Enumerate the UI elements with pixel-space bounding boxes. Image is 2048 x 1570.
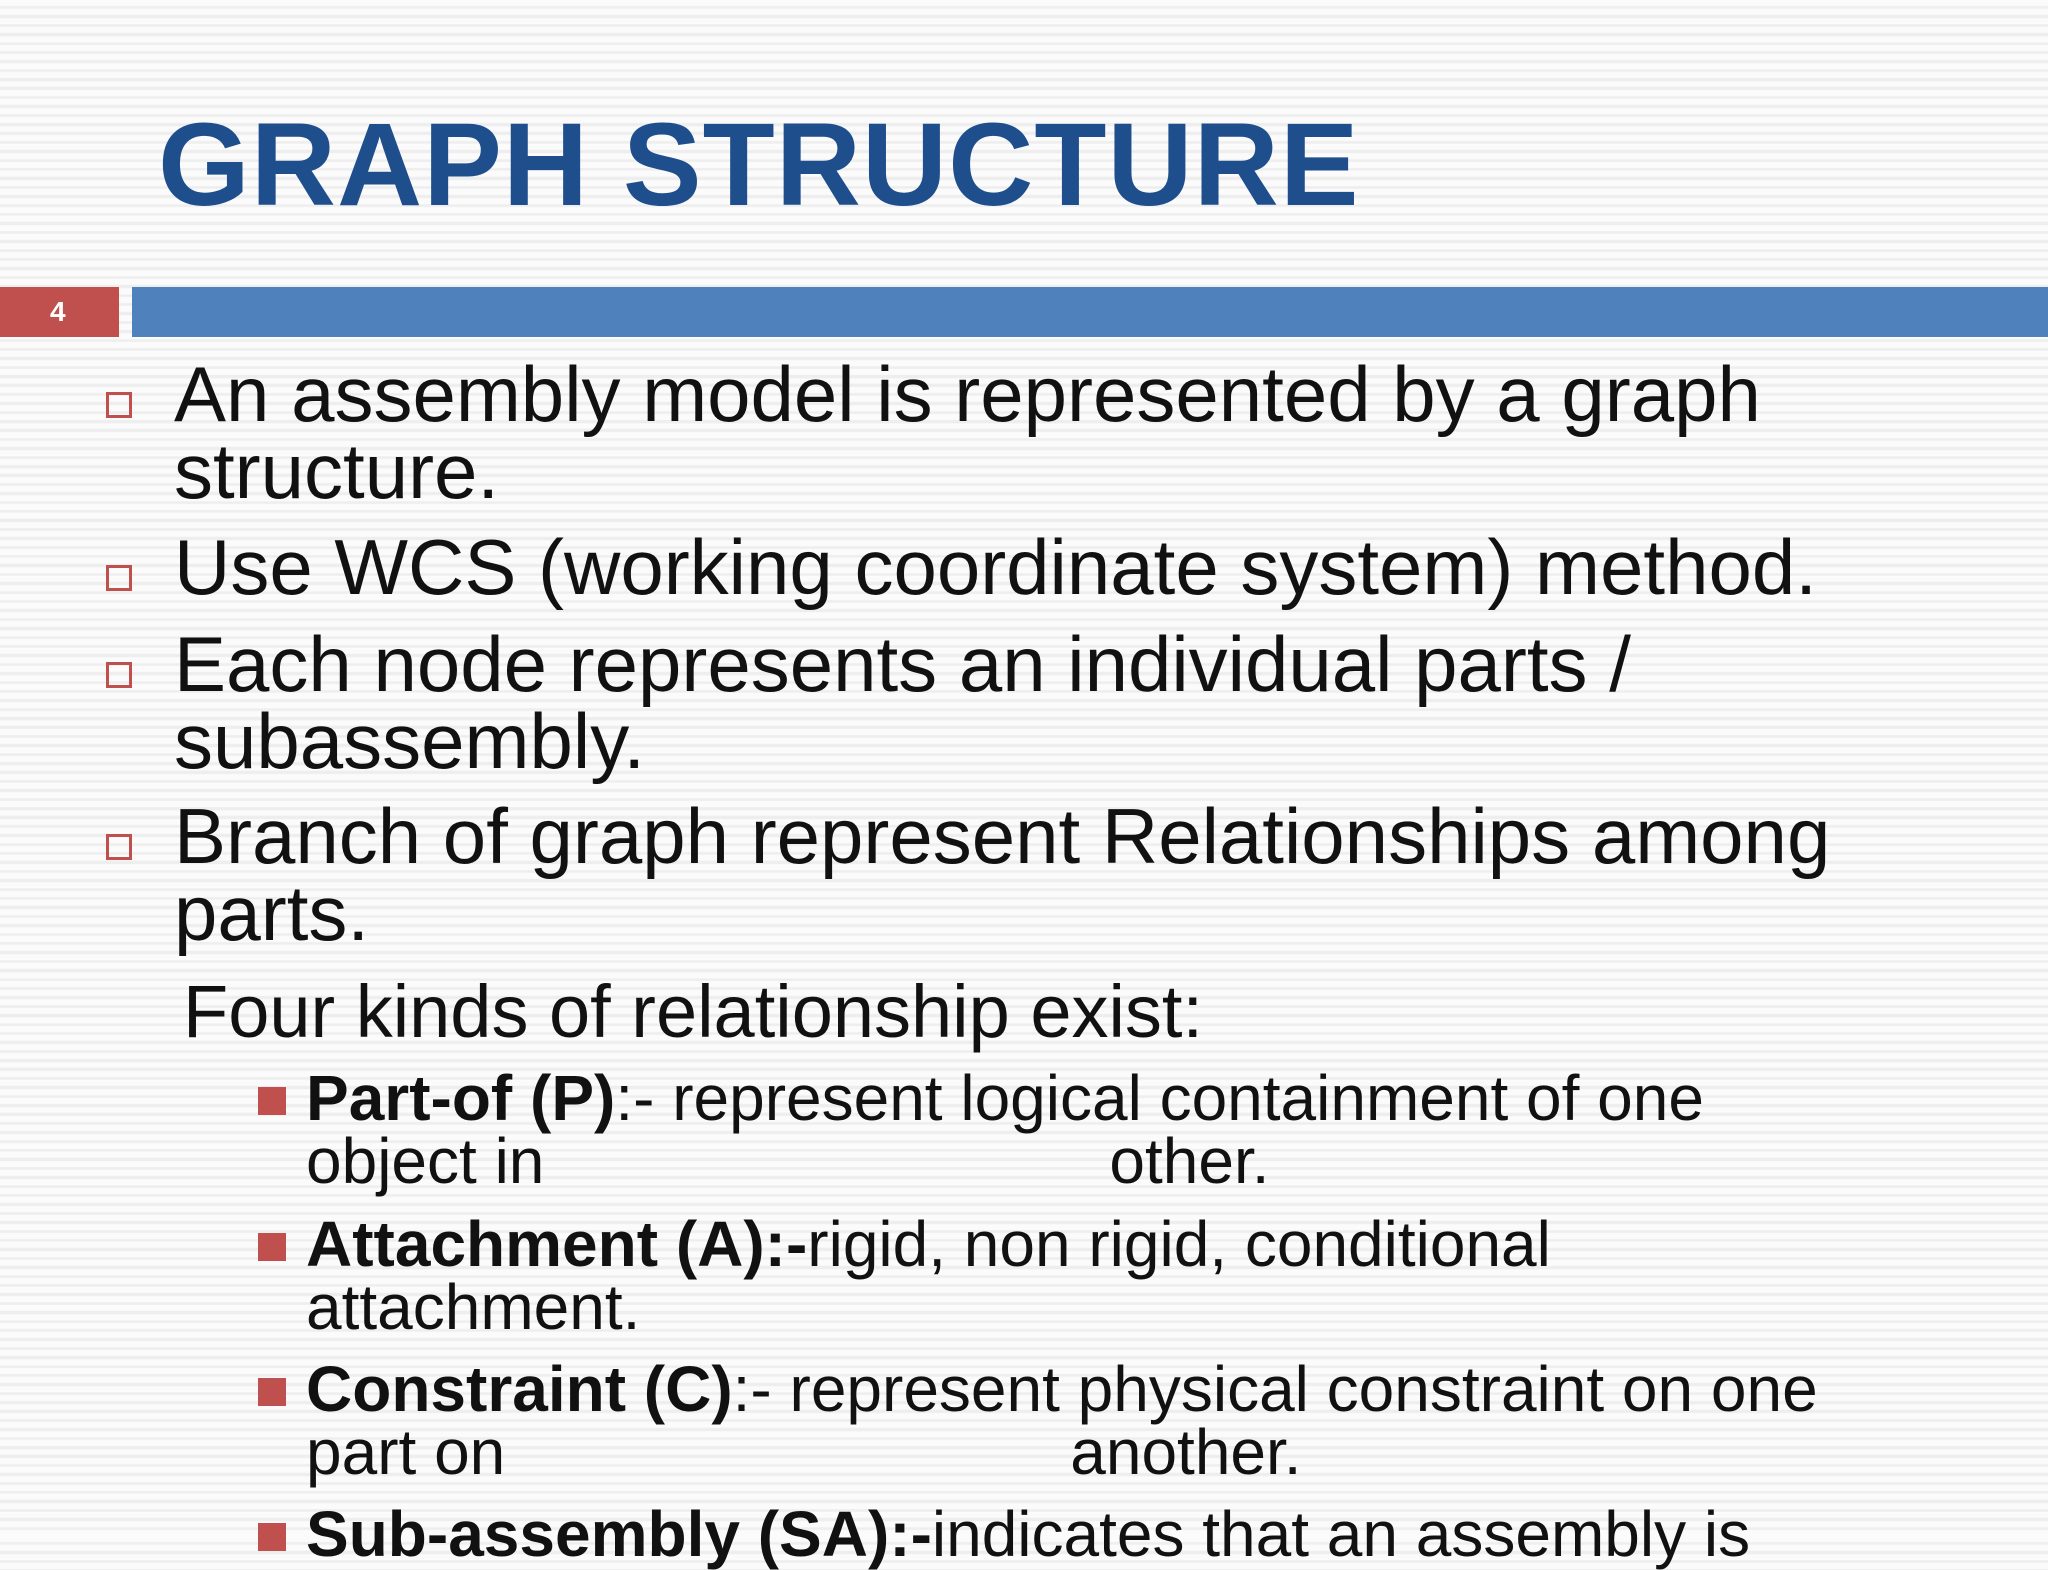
relationship-term: Attachment (A):- <box>306 1208 808 1280</box>
filled-square-bullet-icon <box>258 1087 286 1115</box>
relationship-term: Sub-assembly (SA):- <box>306 1498 932 1570</box>
relationship-line <box>306 1062 1704 1134</box>
relationship-term: Part-of (P) <box>306 1062 616 1134</box>
relationship-line <box>306 1353 1818 1425</box>
relationship-desc: rigid, non rigid, conditional <box>807 1208 1551 1280</box>
bullet-text-line: Use WCS (working coordinate system) method. <box>174 523 1817 611</box>
slide-title: GRAPH STRUCTURE <box>158 99 1360 231</box>
relationship-intro: Four kinds of relationship exist: <box>183 970 1204 1053</box>
bullet-text-line: structure. <box>174 427 500 515</box>
relationship-line <box>306 1271 641 1343</box>
relationship-continuation: part on <box>306 1416 506 1488</box>
relationship-line <box>306 1416 1302 1488</box>
bullet-text-line: Branch of graph represent Relationships among <box>174 792 1831 880</box>
bullet-text-line: An assembly model is represented by a graph <box>174 350 1761 438</box>
filled-square-bullet-icon <box>258 1378 286 1406</box>
filled-square-bullet-icon <box>258 1233 286 1261</box>
filled-square-bullet-icon <box>258 1523 286 1551</box>
hollow-square-bullet-icon <box>106 392 132 418</box>
relationship-continuation: object in <box>306 1125 545 1197</box>
relationship-desc: :- represent physical constraint on one <box>732 1353 1818 1425</box>
relationship-continuation: another. <box>1070 1416 1302 1488</box>
bullet-text-line: parts. <box>174 869 370 957</box>
relationship-line <box>306 1498 1751 1570</box>
hollow-square-bullet-icon <box>106 565 132 591</box>
slide-number: 4 <box>0 287 119 337</box>
hollow-square-bullet-icon <box>106 662 132 688</box>
relationship-desc: indicates that an assembly is <box>931 1498 1751 1570</box>
relationship-continuation: other. <box>1109 1125 1270 1197</box>
relationship-line <box>306 1208 1551 1280</box>
hollow-square-bullet-icon <box>106 834 132 860</box>
bullet-text-line: subassembly. <box>174 697 646 785</box>
relationship-desc: :- represent logical containment of one <box>615 1062 1704 1134</box>
bullet-text-line: Each node represents an individual parts / <box>174 620 1631 708</box>
relationship-continuation: attachment. <box>306 1271 641 1343</box>
relationship-line <box>306 1125 1270 1197</box>
relationship-term: Constraint (C) <box>306 1353 733 1425</box>
